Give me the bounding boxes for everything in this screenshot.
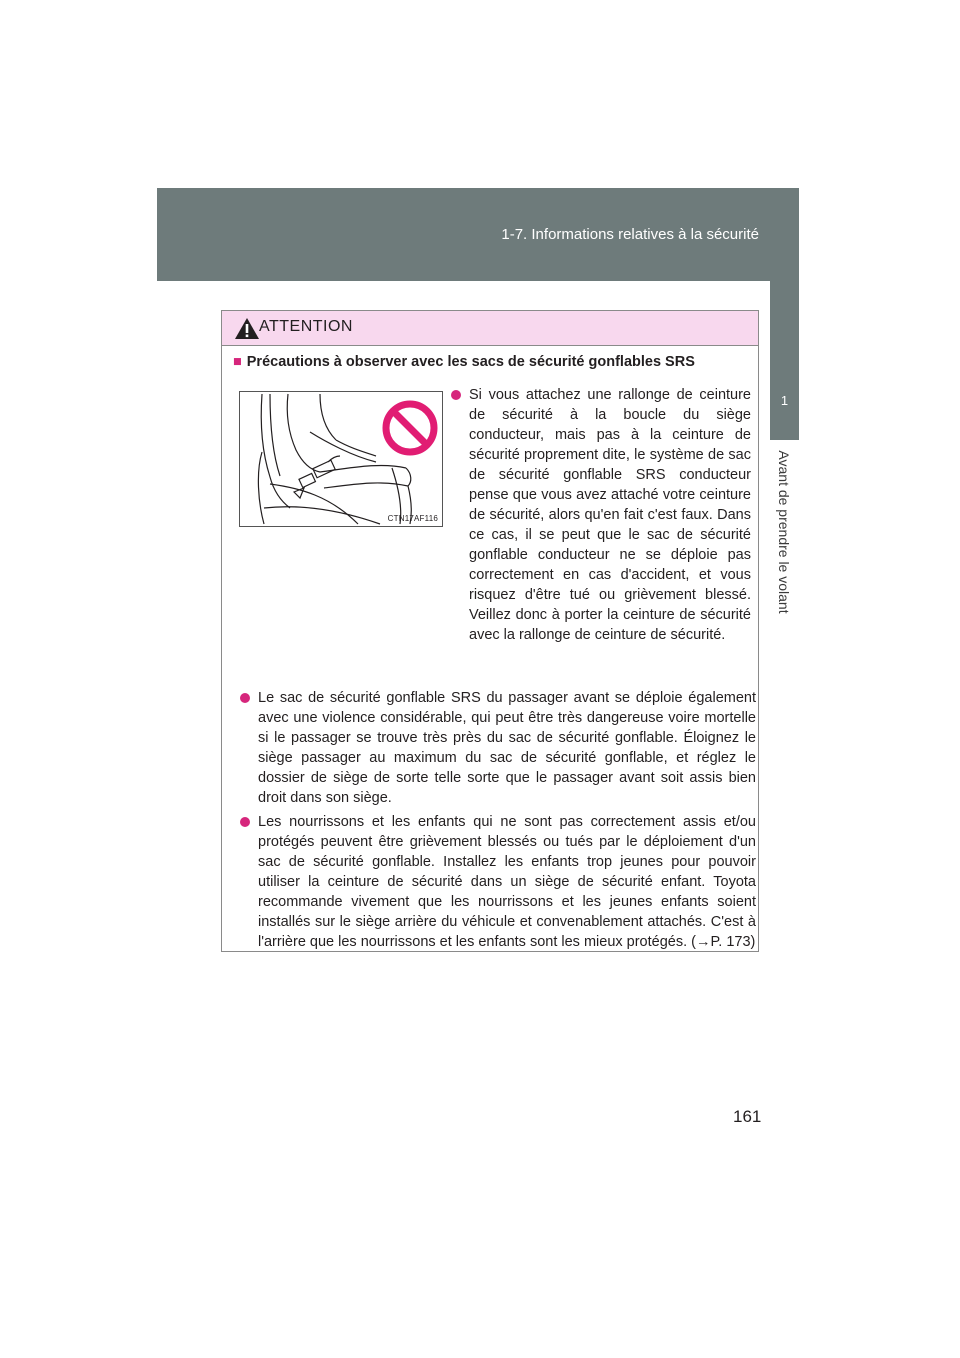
list-item — [451, 385, 751, 645]
illustration-code: CTN17AF116 — [387, 514, 438, 523]
section-title: 1-7. Informations relatives à la sécurité — [501, 226, 759, 243]
chapter-label: Avant de prendre le volant — [776, 450, 792, 614]
seated-driver-drawing — [240, 392, 442, 526]
caution-header — [222, 311, 758, 346]
section-heading-text: Précautions à observer avec les sacs de sécurité gonflables SRS — [246, 354, 695, 370]
prohibition-icon — [386, 404, 434, 452]
paragraph-text: Les nourrissons et les enfants qui ne sont pas correctement assis et/ou protégés peuvent être grièvement blessés ou tués par le déploiement d'un sac de sécurité gonflable. Installez les enfants trop jeunes pour pouvoir utiliser la ceinture de sécurité dans un siège de sécurité enfant. Toyota recommande vivement que les nourrissons et les jeunes enfants soient installés sur le siège arrière du véhicule et convenablement attachés. C'est à l'arrière que les nourrissons et les enfants sont les mieux protégés. (→P. 173) — [258, 814, 756, 950]
paragraph-text: Le sac de sécurité gonflable SRS du passager avant se déploie également avec une violence considérable, qui peut être très dangereuse voire mortelle si le passager se trouve très près du sac de sécurité gonflable. Éloignez le siège passager au maximum du sac de sécurité gonflable, et réglez le dossier de siège de sorte telle sorte que le passager avant soit assis bien droit dans son siège. — [258, 690, 756, 806]
bullet-icon — [451, 390, 461, 400]
caution-box — [221, 310, 759, 952]
section-heading — [233, 354, 695, 370]
header-band — [157, 188, 799, 281]
caution-title: ATTENTION — [259, 318, 353, 335]
square-bullet-icon: ■ — [233, 354, 242, 370]
page-number: 161 — [733, 1107, 762, 1126]
paragraph-text: Si vous attachez une rallonge de ceinture de sécurité à la boucle du siège conducteur, mais pas à la ceinture de sécurité proprement dite, le système de sac de sécurité gonflable SRS conducteur pense que vous avez attaché votre ceinture de sécurité, alors qu'en fait c'est faux. Dans ce cas, il se peut que le sac de sécurité gonflable conducteur ne se déploie pas correctement en cas d'accident, et vous risquez d'être tué ou grièvement blessé. Veillez donc à porter la ceinture de sécurité avec la rallonge de ceinture de sécurité. — [469, 387, 751, 643]
list-item — [240, 688, 756, 808]
warning-triangle-icon — [234, 317, 260, 340]
list-item — [240, 812, 756, 952]
bullet-icon — [240, 817, 250, 827]
chapter-tab — [770, 188, 799, 440]
chapter-number: 1 — [780, 393, 789, 408]
bullet-icon — [240, 693, 250, 703]
seatbelt-illustration — [239, 391, 443, 527]
